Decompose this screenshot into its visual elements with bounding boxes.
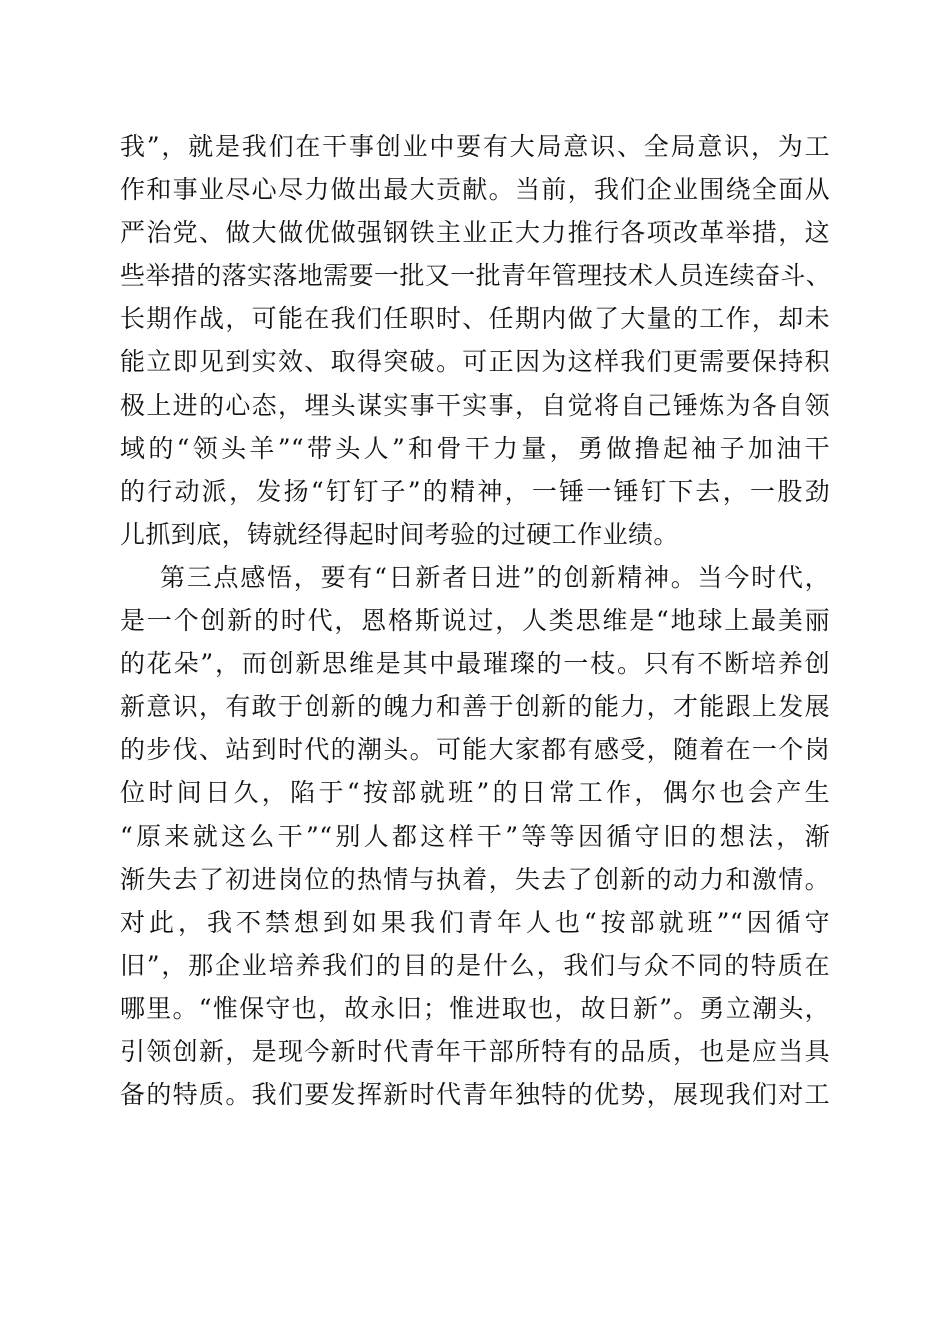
text-line-12: 是一个创新的时代，恩格斯说过，人类思维是“地球上最美丽 <box>120 606 830 636</box>
text-line-11: 第三点感悟，要有“日新者日进”的创新精神。当今时代， <box>160 562 830 592</box>
text-line-22: 引领创新，是现今新时代青年干部所特有的品质，也是应当具 <box>120 1036 830 1066</box>
text-line-3: 严治党、做大做优做强钢铁主业正大力推行各项改革举措，这 <box>120 218 830 248</box>
text-line-21: 哪里。“惟保守也，故永旧；惟进取也，故日新”。勇立潮头， <box>120 993 830 1023</box>
body-text <box>120 125 830 1116</box>
text-line-16: 位时间日久，陷于“按部就班”的日常工作，偶尔也会产生 <box>120 778 830 808</box>
text-line-23: 备的特质。我们要发挥新时代青年独特的优势，展现我们对工 <box>120 1080 830 1110</box>
text-line-5: 长期作战，可能在我们任职时、任期内做了大量的工作，却未 <box>120 304 830 334</box>
text-line-17: “原来就这么干”“别人都这样干”等等因循守旧的想法，渐 <box>120 821 830 851</box>
text-line-15: 的步伐、站到时代的潮头。可能大家都有感受，随着在一个岗 <box>120 735 830 765</box>
text-line-20: 旧”，那企业培养我们的目的是什么，我们与众不同的特质在 <box>120 950 830 980</box>
text-line-10: 儿抓到底，铸就经得起时间考验的过硬工作业绩。 <box>120 519 679 549</box>
text-line-19: 对此，我不禁想到如果我们青年人也“按部就班”“因循守 <box>120 907 830 937</box>
text-line-8: 域的“领头羊”“带头人”和骨干力量，勇做撸起袖子加油干 <box>120 433 830 463</box>
text-line-4: 些举措的落实落地需要一批又一批青年管理技术人员连续奋斗、 <box>120 261 832 291</box>
text-line-9: 的行动派，发扬“钉钉子”的精神，一锤一锤钉下去，一股劲 <box>120 476 830 506</box>
text-line-13: 的花朵”，而创新思维是其中最璀璨的一枝。只有不断培养创 <box>120 649 830 679</box>
text-line-7: 极上进的心态，埋头谋实事干实事，自觉将自己锤炼为各自领 <box>120 390 830 420</box>
text-line-1: 我”，就是我们在干事创业中要有大局意识、全局意识，为工 <box>120 132 830 161</box>
text-line-18: 渐失去了初进岗位的热情与执着，失去了创新的动力和激情。 <box>120 864 830 894</box>
text-line-14: 新意识，有敢于创新的魄力和善于创新的能力，才能跟上发展 <box>120 692 830 722</box>
text-line-6: 能立即见到实效、取得突破。可正因为这样我们更需要保持积 <box>120 347 830 377</box>
text-line-2: 作和事业尽心尽力做出最大贡献。当前，我们企业围绕全面从 <box>120 175 830 205</box>
